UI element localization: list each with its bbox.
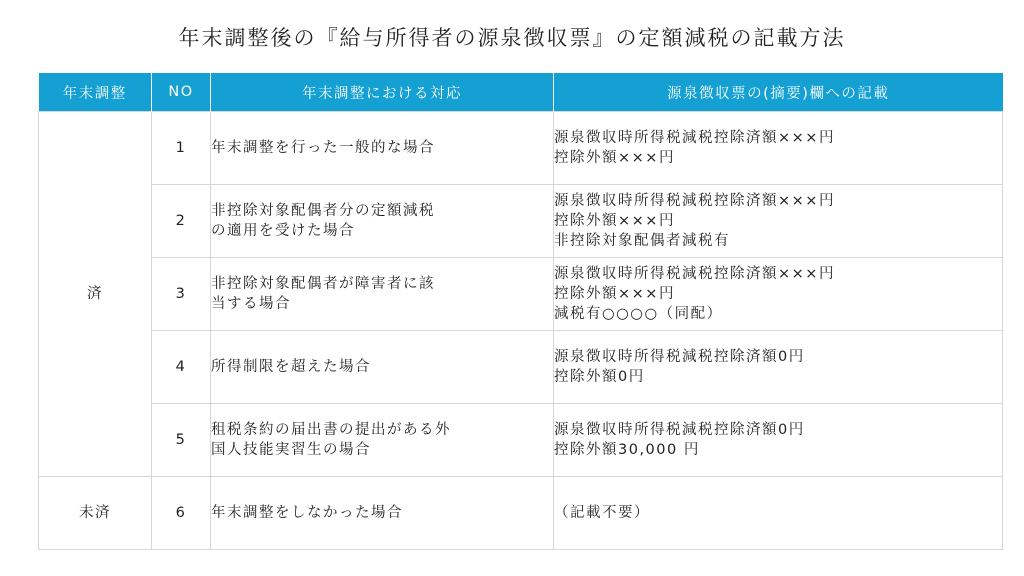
- note-cell: [554, 258, 1003, 331]
- response-cell: [211, 331, 554, 404]
- note-text: 控除外額×××円: [554, 150, 675, 166]
- note-cell: [554, 477, 1003, 550]
- note-text: 控除外額×××円: [554, 213, 675, 229]
- table-row: [39, 404, 1003, 477]
- note-text: 源泉徴収時所得税減税控除済額×××円: [554, 130, 835, 146]
- response-text: 当する場合: [211, 296, 291, 312]
- note-text: 源泉徴収時所得税減税控除済額×××円: [554, 266, 835, 282]
- row-number: 6: [152, 477, 211, 550]
- note-text: 減税有○○○○（同配）: [554, 306, 723, 322]
- row-number: 4: [152, 331, 211, 404]
- response-text: 年末調整をしなかった場合: [211, 505, 403, 521]
- header-no: NO: [152, 73, 211, 112]
- table-row: [39, 258, 1003, 331]
- response-text: 非控除対象配偶者分の定額減税: [211, 203, 435, 219]
- status-done-cell: 済: [39, 112, 152, 477]
- response-text: の適用を受けた場合: [211, 223, 355, 239]
- table-row: [39, 477, 1003, 550]
- header-note: 源泉徴収票の(摘要)欄への記載: [554, 73, 1003, 112]
- table-row: [39, 331, 1003, 404]
- response-text: 租税条約の届出書の提出がある外: [211, 422, 451, 438]
- table-header-row: [39, 73, 1003, 112]
- response-cell: [211, 112, 554, 185]
- note-text: 源泉徴収時所得税減税控除済額×××円: [554, 193, 835, 209]
- note-text: 控除外額30,000 円: [554, 442, 700, 458]
- note-cell: [554, 404, 1003, 477]
- response-cell: [211, 185, 554, 258]
- note-text: 源泉徴収時所得税減税控除済額0円: [554, 422, 805, 438]
- note-text: （記載不要）: [554, 505, 650, 521]
- withholding-slip-table: [38, 73, 1003, 550]
- response-cell: [211, 258, 554, 331]
- note-cell: [554, 112, 1003, 185]
- response-text: 国人技能実習生の場合: [211, 442, 371, 458]
- table-row: [39, 185, 1003, 258]
- note-cell: [554, 185, 1003, 258]
- page-title: 年末調整後の『給与所得者の源泉徴収票』の定額減税の記載方法: [178, 26, 846, 50]
- note-text: 控除外額×××円: [554, 286, 675, 302]
- note-cell: [554, 331, 1003, 404]
- status-not-done-cell: 未済: [39, 477, 152, 550]
- note-text: 控除外額0円: [554, 369, 645, 385]
- row-number: 2: [152, 185, 211, 258]
- response-cell: [211, 477, 554, 550]
- response-cell: [211, 404, 554, 477]
- table-row: [39, 112, 1003, 185]
- row-number: 1: [152, 112, 211, 185]
- note-text: 非控除対象配偶者減税有: [554, 233, 730, 249]
- note-text: 源泉徴収時所得税減税控除済額0円: [554, 349, 805, 365]
- row-number: 5: [152, 404, 211, 477]
- response-text: 年末調整を行った一般的な場合: [211, 140, 435, 156]
- header-status: 年末調整: [39, 73, 152, 112]
- response-text: 所得制限を超えた場合: [211, 359, 371, 375]
- response-text: 非控除対象配偶者が障害者に該: [211, 276, 435, 292]
- row-number: 3: [152, 258, 211, 331]
- header-response: 年末調整における対応: [211, 73, 554, 112]
